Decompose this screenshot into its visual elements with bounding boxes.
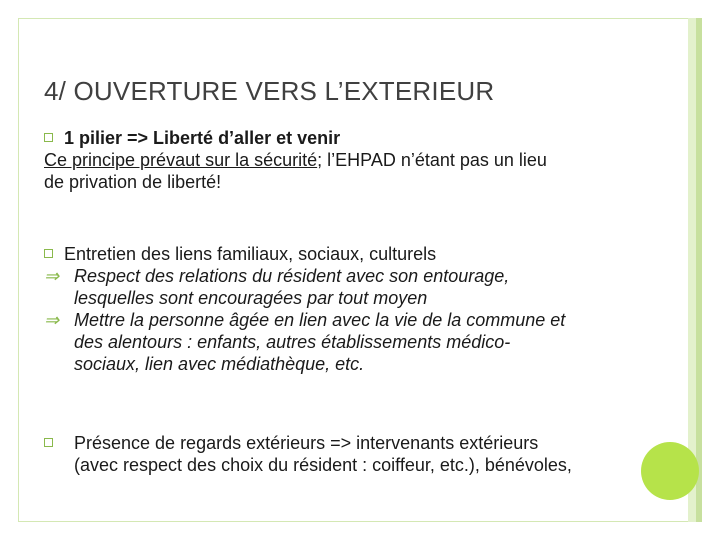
bullet-regards xyxy=(44,432,704,476)
principle-line-2: de privation de liberté! xyxy=(44,172,222,192)
square-bullet-icon xyxy=(44,249,53,258)
sub-bullet-commune xyxy=(44,309,684,375)
liens-heading: Entretien des liens familiaux, sociaux, culturels xyxy=(64,244,437,264)
slide-title: 4/ OUVERTURE VERS L’EXTERIEUR xyxy=(44,76,495,106)
principle-rest: ; l’EHPAD n’étant pas un lieu xyxy=(317,150,547,170)
principle-underlined: Ce principe prévaut sur la sécurité xyxy=(44,150,318,170)
square-bullet-icon xyxy=(44,438,53,447)
liberte-heading: 1 pilier => Liberté d’aller et venir xyxy=(64,128,341,148)
commune-line-3: sociaux, lien avec médiathèque, etc. xyxy=(74,354,365,374)
commune-line-2: des alentours : enfants, autres établissements médico- xyxy=(74,332,511,352)
sub-bullet-respect xyxy=(44,265,684,309)
principle-line-1 xyxy=(44,149,674,171)
regards-line-2: (avec respect des choix du résident : coiffeur, etc.), bénévoles, xyxy=(74,455,572,475)
regards-line-1: Présence de regards extérieurs => intervenants extérieurs xyxy=(74,433,539,453)
respect-line-2: lesquelles sont encouragées par tout moyen xyxy=(74,288,428,308)
section-liberte xyxy=(44,127,674,193)
bullet-liberte xyxy=(44,127,674,149)
commune-line-1: Mettre la personne âgée en lien avec la vie de la commune et xyxy=(74,310,566,330)
square-bullet-icon xyxy=(44,133,53,142)
respect-line-1: Respect des relations du résident avec son entourage, xyxy=(74,266,510,286)
section-liens xyxy=(44,243,684,375)
double-arrow-icon: ⇒ xyxy=(44,266,60,286)
section-regards xyxy=(44,432,704,476)
bullet-liens xyxy=(44,243,684,265)
double-arrow-icon: ⇒ xyxy=(44,310,60,330)
